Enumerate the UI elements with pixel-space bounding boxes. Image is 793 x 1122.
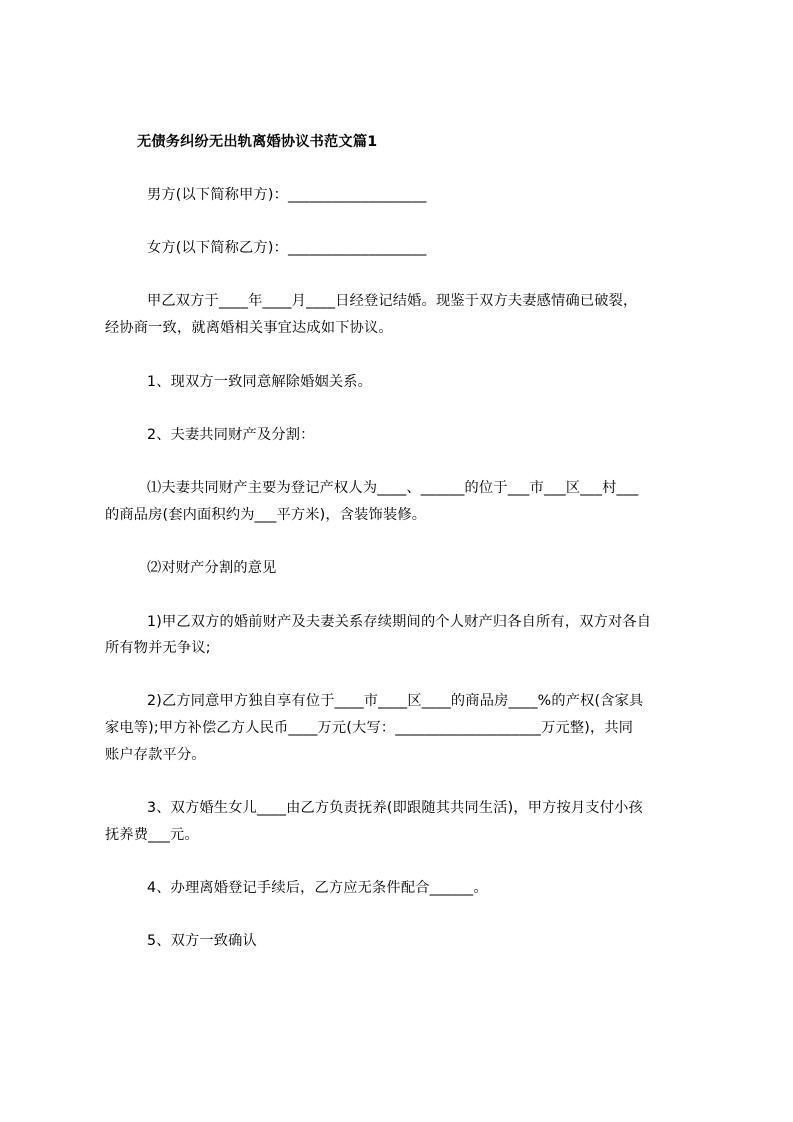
clause-2-1-line-1: ⑴夫妻共同财产主要为登记产权人为____、______的位于___市___区___村___ — [147, 480, 639, 496]
clause-2-2-1-line-1: 1)甲乙双方的婚前财产及夫妻关系存续期间的个人财产归各自所有，双方对各自 — [147, 614, 652, 630]
clause-5: 5、双方一致确认 — [147, 933, 257, 949]
intro-line-2: 经协商一致，就离婚相关事宜达成如下协议。 — [105, 320, 393, 336]
document-title: 无债务纠纷无出轨离婚协议书范文篇1 — [137, 134, 378, 150]
clause-2-2-2-line-2: 家电等);甲方补偿乙方人民币____万元(大写：____________________万元整)，共同 — [105, 720, 634, 736]
clause-4: 4、办理离婚登记手续后，乙方应无条件配合______。 — [147, 880, 488, 896]
clause-2: 2、夫妻共同财产及分割： — [147, 427, 315, 443]
clause-2-2-2-line-1: 2)乙方同意甲方独自享有位于____市____区____的商品房____%的产权(含家具 — [147, 693, 644, 709]
clause-3-line-2: 抚养费___元。 — [105, 827, 199, 843]
intro-line-1: 甲乙双方于____年____月____日经登记结婚。现鉴于双方夫妻感情确已破裂， — [147, 293, 638, 309]
clause-2-2: ⑵对财产分割的意见 — [147, 560, 277, 576]
party-male-line: 男方(以下简称甲方)：___________________ — [147, 187, 427, 203]
clause-2-2-1-line-2: 所有物并无争议; — [105, 640, 211, 656]
party-female-line: 女方(以下简称乙方)：___________________ — [147, 240, 427, 256]
clause-1: 1、现双方一致同意解除婚姻关系。 — [147, 374, 373, 390]
clause-3-line-1: 3、双方婚生女儿____由乙方负责抚养(即跟随其共同生活)，甲方按月支付小孩 — [147, 800, 643, 816]
clause-2-1-line-2: 的商品房(套内面积约为___平方米)，含装饰装修。 — [105, 507, 427, 523]
clause-2-2-2-line-3: 账户存款平分。 — [105, 747, 206, 763]
